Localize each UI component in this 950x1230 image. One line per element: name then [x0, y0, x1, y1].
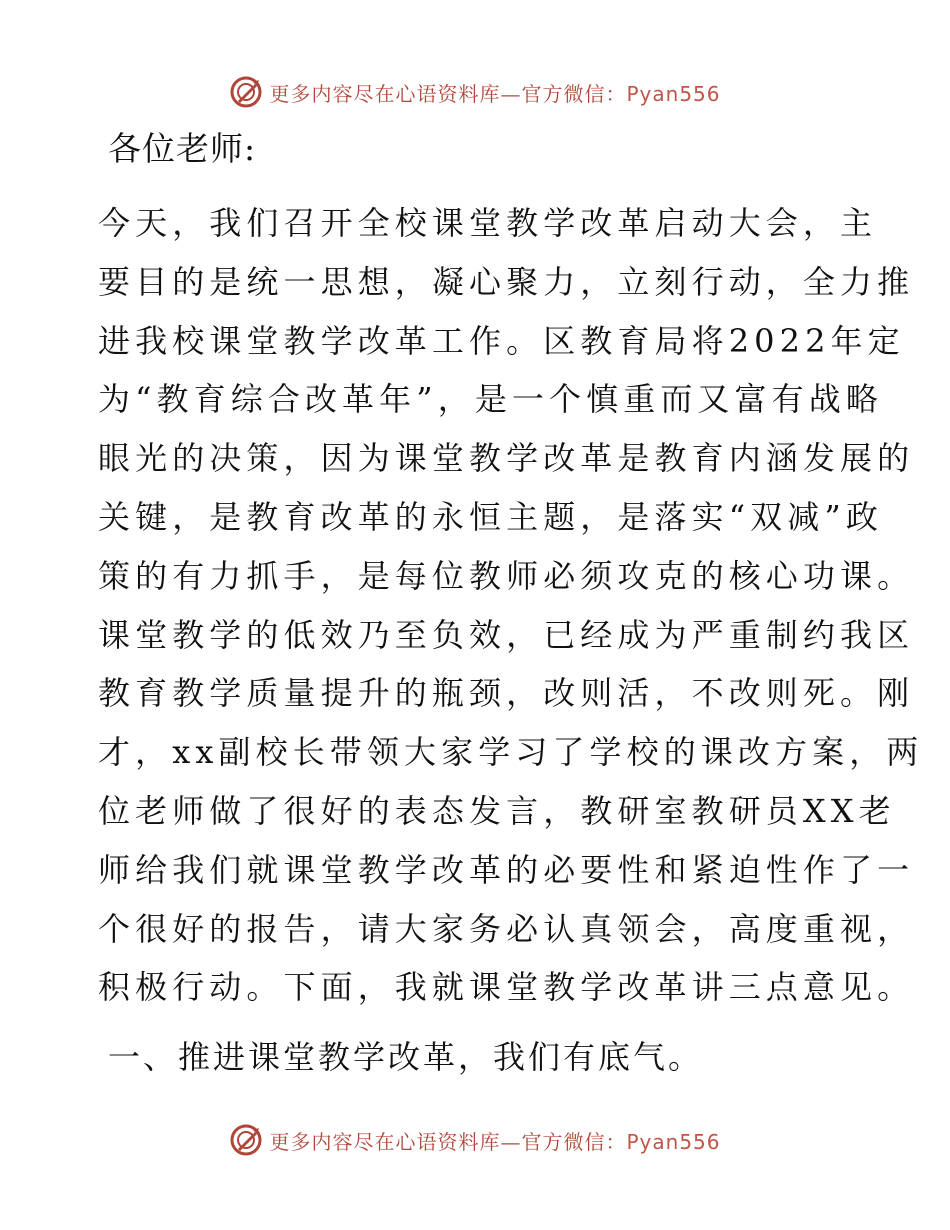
paragraph-line: 策的有力抓手，是每位教师必须攻克的核心功课。 [98, 556, 915, 595]
paragraph-line: 教育教学质量提升的瓶颈，改则活，不改则死。刚 [98, 674, 915, 713]
paragraph-line: 个很好的报告，请大家务必认真领会，高度重视， [98, 909, 915, 948]
footer-watermark [0, 1120, 950, 1160]
logo-icon [229, 1123, 263, 1157]
header-watermark [0, 72, 950, 112]
logo-icon [229, 75, 263, 109]
paragraph-line: 为“教育综合改革年”，是一个慎重而又富有战略 [98, 380, 883, 419]
greeting: 各位老师: [108, 129, 257, 168]
section-heading: 一、推进课堂教学改革，我们有底气。 [108, 1038, 704, 1076]
paragraph-line: 进我校课堂教学改革工作。区教育局将2022年定 [98, 321, 905, 360]
main-paragraph [98, 198, 924, 1021]
paragraph-line: 积极行动。下面，我就课堂教学改革讲三点意见。 [98, 968, 915, 1007]
watermark-text: 更多内容尽在心语资料库—官方微信：Pyan556 [269, 1129, 721, 1154]
paragraph-line: 才，xx副校长带领大家学习了学校的课改方案，两 [98, 733, 924, 772]
watermark-text: 更多内容尽在心语资料库—官方微信：Pyan556 [269, 81, 721, 106]
paragraph-line: 要目的是统一思想，凝心聚力，立刻行动，全力推 [98, 262, 915, 301]
paragraph-line: 关键，是教育改革的永恒主题，是落实“双减”政 [98, 497, 883, 536]
paragraph-line: 师给我们就课堂教学改革的必要性和紧迫性作了一 [98, 850, 915, 889]
paragraph-line: 眼光的决策，因为课堂教学改革是教育内涵发展的 [98, 439, 915, 478]
paragraph-line: 位老师做了很好的表态发言，教研室教研员XX老 [98, 791, 896, 830]
paragraph-line: 课堂教学的低效乃至负效，已经成为严重制约我区 [98, 615, 915, 654]
paragraph-line: 今天，我们召开全校课堂教学改革启动大会，主 [98, 204, 878, 242]
